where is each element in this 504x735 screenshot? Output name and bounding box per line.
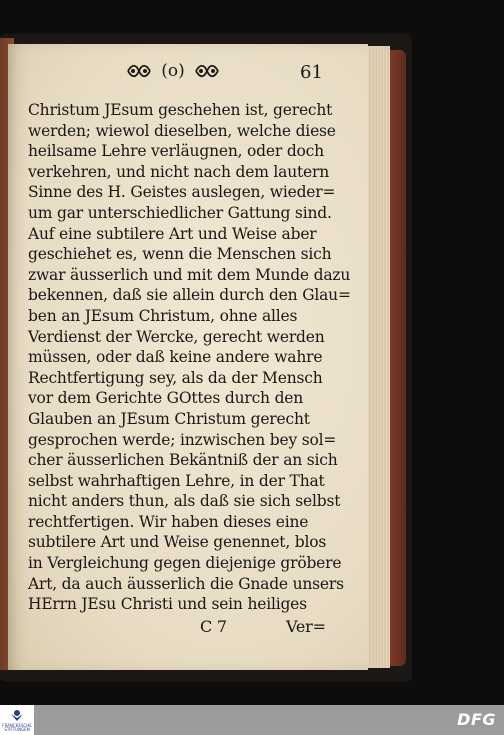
- text-line: verkehren, und nicht nach dem lautern: [28, 162, 329, 181]
- logo-caption: FRANCKESCHE STIFTUNGEN: [2, 723, 32, 732]
- text-line: Glauben an JEsum Christum gerecht: [28, 409, 310, 428]
- dfg-logo: DFG: [457, 710, 496, 729]
- eagle-sun-icon: [10, 708, 24, 722]
- text-line: Auf eine subtilere Art und Weise aber: [28, 224, 317, 243]
- folio-number: 61: [300, 62, 323, 83]
- text-line: Sinne des H. Geistes auslegen, wieder=: [28, 183, 336, 202]
- text-line: Christum JEsum geschehen ist, gerecht: [28, 101, 333, 119]
- library-logo: [0, 705, 34, 735]
- text-line: Verdienst der Wercke, gerecht werden: [28, 327, 325, 346]
- text-line: subtilere Art und Weise genennet, blos: [28, 533, 327, 552]
- ornament-left-icon: [126, 64, 152, 78]
- text-line: HErrn JEsu Christi und sein heiliges: [28, 595, 307, 614]
- page-header: [118, 60, 228, 88]
- text-line: cher äusserlichen Bekäntniß der an sich: [28, 451, 338, 470]
- text-line: werden; wiewol dieselben, welche diese: [28, 121, 336, 140]
- text-line: rechtfertigen. Wir haben dieses eine: [28, 512, 309, 531]
- signature-mark: C 7: [200, 616, 227, 636]
- text-line: bekennen, daß sie allein durch den Glau=: [28, 286, 351, 305]
- ornament-right-icon: [194, 64, 220, 78]
- text-line: Art, da auch äusserlich die Gnade unsers: [28, 574, 344, 593]
- text-line: nicht anders thun, als daß sie sich selbst: [28, 492, 341, 511]
- text-line: um gar unterschiedlicher Gattung sind.: [28, 203, 332, 222]
- text-line: zwar äusserlich und mit dem Munde dazu: [28, 265, 351, 284]
- catchword: Ver=: [286, 616, 326, 636]
- header-page-number: (o): [161, 60, 185, 81]
- footer-bar: [0, 705, 504, 735]
- text-line: Rechtfertigung sey, als da der Mensch: [28, 368, 323, 387]
- text-line: müssen, oder daß keine andere wahre: [28, 348, 323, 367]
- text-line: in Vergleichung gegen diejenige gröbere: [28, 554, 342, 573]
- text-line: selbst wahrhaftigen Lehre, in der That: [28, 471, 325, 490]
- text-line: heilsame Lehre verläugnen, oder doch: [28, 142, 324, 161]
- text-line: geschiehet es, wenn die Menschen sich: [28, 245, 332, 264]
- text-line: ben an JEsum Christum, ohne alles: [28, 306, 298, 325]
- text-line: vor dem Gerichte GOttes durch den: [28, 389, 304, 408]
- body-text: [28, 100, 351, 639]
- text-line: gesprochen werde; inzwischen bey sol=: [28, 430, 337, 449]
- signature-line: [28, 615, 328, 639]
